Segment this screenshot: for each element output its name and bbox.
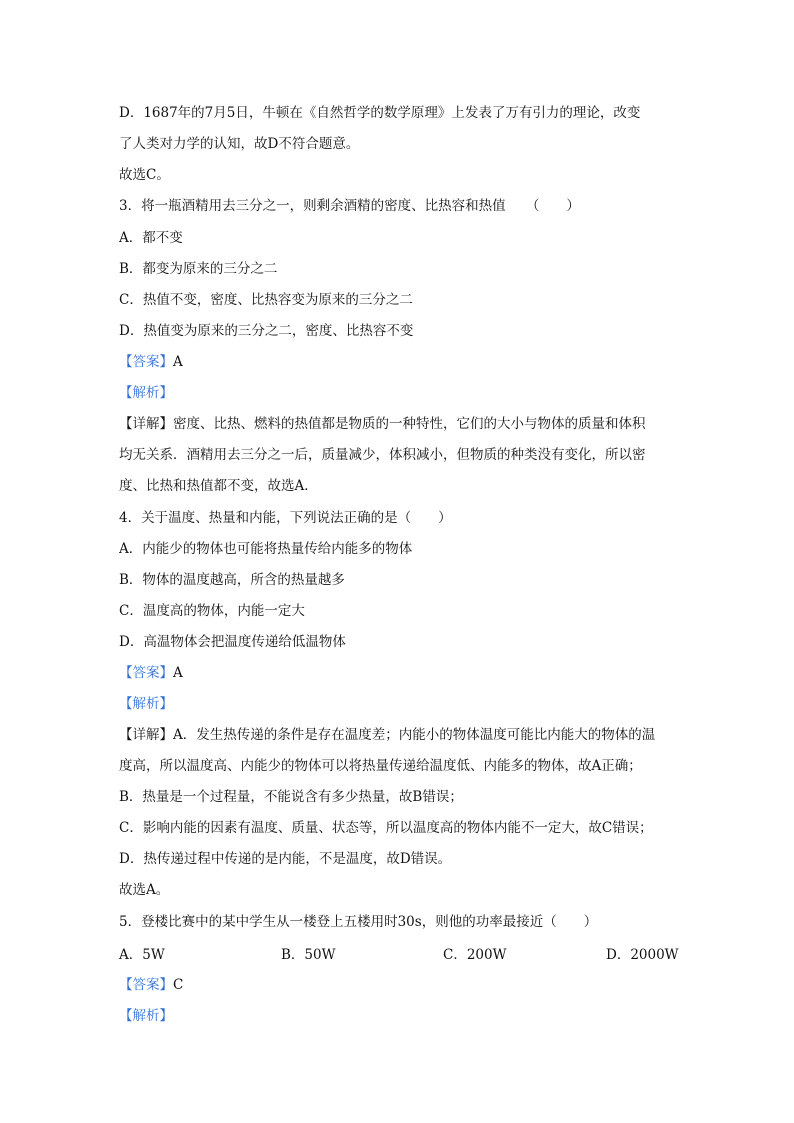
q5-option-b: B．50W <box>281 947 336 963</box>
q5-option-d: D．2000W <box>606 947 679 963</box>
q3-option-b: B．都变为原来的三分之二 <box>119 261 278 277</box>
q3-option-d: D．热值变为原来的三分之二，密度、比热容不变 <box>119 323 414 339</box>
q3-detail-line <box>119 414 679 434</box>
detail-text: 密度、比热、燃料的热值都是物质的一种特性，它们的大小与物体的质量和体积 <box>173 416 646 432</box>
answer-value: A <box>173 665 183 681</box>
q3-detail-line: 均无关系．酒精用去三分之一后，质量减少，体积减小，但物质的种类没有变化，所以密 <box>119 447 646 463</box>
q3-analysis-tag <box>119 383 679 403</box>
analysis-tag: 【解析】 <box>119 696 173 712</box>
q4-option-c: C．温度高的物体，内能一定大 <box>119 603 305 619</box>
prev-explanation-line: D．1687年的7月5日，牛顿在《自然哲学的数学原理》上发表了万有引力的理论，改变 <box>119 105 641 121</box>
q3-option-a: A．都不变 <box>119 230 183 246</box>
answer-tag: 【答案】 <box>119 665 173 681</box>
q5-stem: 5．登楼比赛中的某中学生从一楼登上五楼用时30s，则他的功率最接近（ ） <box>119 914 598 930</box>
q4-conclusion: 故选A。 <box>119 882 170 898</box>
analysis-tag: 【解析】 <box>119 385 173 401</box>
q4-detail-line <box>119 725 679 745</box>
answer-value: A <box>173 354 183 370</box>
detail-text: A．发生热传递的条件是存在温度差；内能小的物体温度可能比内能大的物体的温 <box>173 727 656 743</box>
detail-tag: 【详解】 <box>119 416 173 432</box>
q4-detail-line: D．热传递过程中传递的是内能，不是温度，故D错误。 <box>119 851 452 867</box>
answer-tag: 【答案】 <box>119 354 173 370</box>
q3-stem: 3．将一瓶酒精用去三分之一，则剩余酒精的密度、比热容和热值 （ ） <box>119 198 580 214</box>
prev-explanation-line: 了人类对力学的认知，故D不符合题意。 <box>119 136 360 152</box>
q3-answer <box>119 352 679 372</box>
q4-option-d: D．高温物体会把温度传递给低温物体 <box>119 634 346 650</box>
q3-option-c: C．热值不变，密度、比热容变为原来的三分之二 <box>119 292 413 308</box>
q4-answer <box>119 663 679 683</box>
prev-conclusion: 故选C。 <box>119 167 170 183</box>
q4-detail-line: C．影响内能的因素有温度、质量、状态等，所以温度高的物体内能不一定大，故C错误； <box>119 820 653 836</box>
q5-option-c: C．200W <box>443 947 507 963</box>
q5-answer <box>119 975 679 995</box>
q4-option-a: A．内能少的物体也可能将热量传给内能多的物体 <box>119 541 413 557</box>
analysis-tag: 【解析】 <box>119 1008 173 1024</box>
q4-stem: 4．关于温度、热量和内能，下列说法正确的是（ ） <box>119 510 452 526</box>
q5-options-row <box>119 945 679 965</box>
q5-analysis-tag <box>119 1006 679 1026</box>
q4-detail-line: 度高，所以温度高、内能少的物体可以将热量传递给温度低、内能多的物体，故A正确； <box>119 758 642 774</box>
answer-value: C <box>173 977 184 993</box>
q5-option-a: A．5W <box>119 947 165 963</box>
answer-tag: 【答案】 <box>119 977 173 993</box>
q4-detail-line: B．热量是一个过程量，不能说含有多少热量，故B错误； <box>119 789 463 805</box>
q3-detail-line: 度、比热和热值都不变，故选A． <box>119 478 318 494</box>
detail-tag: 【详解】 <box>119 727 173 743</box>
q4-analysis-tag <box>119 694 679 714</box>
q4-option-b: B．物体的温度越高，所含的热量越多 <box>119 572 345 588</box>
